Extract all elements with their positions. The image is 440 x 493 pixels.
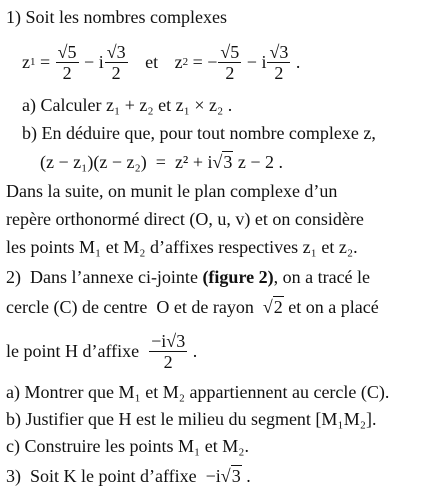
z2-frac2-den: 2 [274,62,284,83]
q2-line1-c: , on a tracé le [273,267,371,287]
z1-sub: 1 [30,56,36,68]
q2-line3-b: . [188,341,198,361]
eq-left: (z − z₁)(z − z₂) = z² + i [40,152,213,172]
z1-frac1-den: 2 [62,62,72,83]
q2-line2-a: cercle (C) de centre O et de rayon [6,297,263,317]
z1-frac2-num: 3 [116,41,126,62]
q1-equation: (z − z₁)(z − z₂) = z² + i√3 z − 2 . [40,152,284,172]
z2-name: z [174,52,183,72]
eq-right: z − 2 . [233,152,284,172]
z-definitions [22,34,300,90]
q2-figure-ref: (figure 2) [202,267,274,287]
q1-b: b) En déduire que, pour tout nombre complexe z, [22,123,376,143]
z1-frac1: $\frac{√5}{2}$ [57,41,77,83]
h-den: 2 [163,351,173,372]
q2-line1-a: 2) Dans l’annexe ci-jointe [6,267,203,287]
and-text: et [140,52,163,72]
intro-line1: Dans la suite, on munit le plan complexe d’un [6,181,338,201]
z2-frac2-num: 3 [279,41,289,62]
z2-sub: 2 [182,56,189,68]
z2-frac1: $\frac{√5}{2}$ [220,41,240,83]
q2-b: b) Justifier que H est le milieu du segment [M₁M₂]. [6,409,377,429]
q1-title: 1) Soit les nombres complexes [6,7,227,27]
z1-frac2-den: 2 [111,62,121,83]
q2-line3-a: le point H d’affixe [6,341,149,361]
z1-name: z [22,52,30,72]
q3-line-rad: 3 [231,466,241,486]
z2-frac2: $\frac{√3}{2}$ [269,41,289,83]
q2-a: a) Montrer que M₁ et M₂ appartiennent au cercle (C). [6,382,390,402]
q3-line-b: . [241,466,251,486]
q2-line3 [6,326,197,376]
h-num-rad: 3 [176,330,186,351]
q2-line2: cercle (C) de centre O et de rayon √2 et on a placé [6,297,379,317]
z1-eq: = [35,52,55,72]
z1-frac2: $\frac{√3}{2}$ [106,41,126,83]
q2-line1 [6,266,370,288]
z2-end: . [291,52,301,72]
z1-frac1-num: 5 [67,41,77,62]
q3-line: 3) Soit K le point d’affixe −i√3 . [6,466,251,486]
intro-line2: repère orthonormé direct (O, u, v) et on considère [6,209,364,229]
h-affix-frac: $\frac{-i√3}{2}$ [151,330,186,372]
q1-a: a) Calculer z₁ + z₂ et z₁ × z₂ . [22,95,233,115]
z1-minus-i: − i [79,52,104,72]
q2-c: c) Construire les points M₁ et M₂. [6,436,250,456]
intro-line3: les points M₁ et M₂ d’affixes respectives z₁ et z₂. [6,237,358,257]
z2-eq: = − [188,52,218,72]
z2-frac1-num: 5 [230,41,240,62]
q2-line2-rad: 2 [273,297,283,317]
z2-frac1-den: 2 [225,62,235,83]
z2-minus-i: − i [242,52,267,72]
q3-line-a: 3) Soit K le point d’affixe −i [6,466,221,486]
h-num-pre: −i [151,330,167,351]
q2-line2-b: et on a placé [283,297,379,317]
eq-rad: 3 [223,152,233,172]
